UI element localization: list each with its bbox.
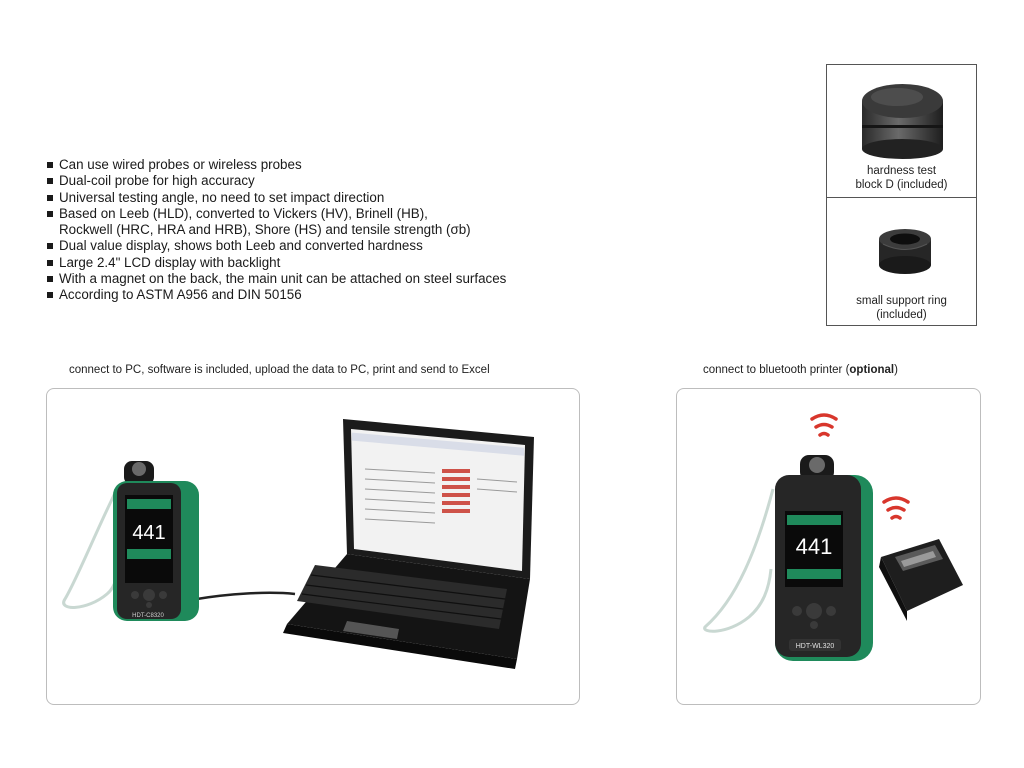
pc-device-model: HDT-C8320 xyxy=(132,613,164,619)
feature-item: Dual-coil probe for high accuracy xyxy=(46,173,666,189)
accessory-support-ring xyxy=(827,197,976,325)
wrist-strap xyxy=(64,489,121,607)
bullet-icon xyxy=(47,211,53,217)
bullet-icon xyxy=(47,243,53,249)
wireless-signal-icon xyxy=(812,415,836,435)
feature-item: Can use wired probes or wireless probes xyxy=(46,157,666,173)
bluetooth-printer-panel xyxy=(676,388,981,705)
bluetooth-printer-caption: connect to bluetooth printer (optional) xyxy=(703,364,898,376)
feature-item: Dual value display, shows both Leeb and converted hardness xyxy=(46,238,666,254)
bullet-icon xyxy=(47,292,53,298)
bluetooth-printer-illustration xyxy=(677,389,981,705)
feature-item: Large 2.4" LCD display with backlight xyxy=(46,255,666,271)
bullet-icon xyxy=(47,260,53,266)
test-block-image xyxy=(827,65,978,165)
bullet-icon xyxy=(47,178,53,184)
accessory-test-block xyxy=(827,65,976,198)
accessory-caption: small support ring (included) xyxy=(856,295,947,321)
bt-device-model: HDT-WL320 xyxy=(795,643,835,650)
bullet-icon xyxy=(47,195,53,201)
usb-cable xyxy=(197,593,295,599)
laptop xyxy=(283,419,534,669)
pc-connection-caption: connect to PC, software is included, upload the data to PC, print and send to Excel xyxy=(69,364,490,376)
wrist-strap xyxy=(705,489,773,631)
pc-connection-illustration xyxy=(47,389,580,705)
feature-list xyxy=(46,157,666,304)
feature-item: According to ASTM A956 and DIN 50156 xyxy=(46,287,666,303)
accessory-caption: hardness test block D (included) xyxy=(855,165,948,191)
wireless-signal-icon xyxy=(884,498,908,518)
feature-item: Universal testing angle, no need to set impact direction xyxy=(46,190,666,206)
feature-item: Based on Leeb (HLD), converted to Vickers (HV), Brinell (HB), Rockwell (HRC, HRA and HRB), Shore (HS) and tensile strength (σb) xyxy=(46,206,666,239)
feature-item: With a magnet on the back, the main unit can be attached on steel surfaces xyxy=(46,271,666,287)
accessories-box xyxy=(826,64,977,326)
bullet-icon xyxy=(47,276,53,282)
bullet-icon xyxy=(47,162,53,168)
feature-item-continuation: Rockwell (HRC, HRA and HRB), Shore (HS) and tensile strength (σb) xyxy=(59,222,471,238)
bluetooth-printer xyxy=(879,539,963,621)
support-ring-image xyxy=(827,197,978,292)
pc-connection-panel xyxy=(46,388,580,705)
pc-device-reading: 441 xyxy=(132,522,166,544)
bt-device-reading: 441 xyxy=(795,534,833,559)
